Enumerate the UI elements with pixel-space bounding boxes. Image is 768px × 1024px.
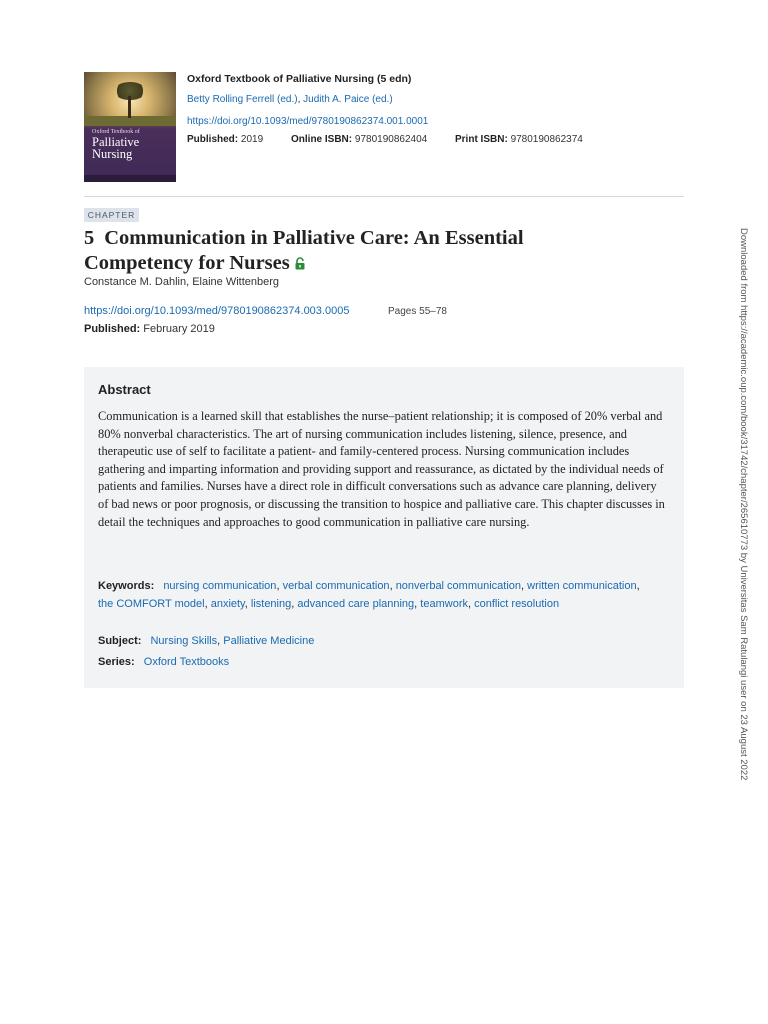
chapter-number: 5 xyxy=(84,227,95,249)
keyword-link[interactable]: listening xyxy=(250,598,292,610)
keywords-row: Keywords: nursing communication, verbal communication, nonverbal communication, written communication, the COMFORT model, anxiety, listening, advanced care planning, teamwork, conflict resolution xyxy=(98,580,640,610)
keyword-link[interactable]: the COMFORT model xyxy=(98,598,205,610)
book-doi-link[interactable]: https://doi.org/10.1093/med/9780190862374.001.0001 xyxy=(187,116,429,127)
print-isbn-label: Print ISBN: xyxy=(455,134,508,145)
keyword-link[interactable]: advanced care planning xyxy=(297,598,415,610)
online-isbn-value: 9780190862404 xyxy=(354,134,428,145)
subject-row: Subject: Nursing Skills, Palliative Medicine xyxy=(98,635,315,647)
book-cover-image[interactable] xyxy=(84,72,176,182)
subject-label: Subject: xyxy=(98,635,142,647)
editor-separator: , xyxy=(297,94,301,105)
download-side-note: Downloaded from https://academic.oup.com/book/31742/chapter/265610773 by Universitas Sam Ratulangi user on 23 August 2022 xyxy=(738,228,749,781)
book-editors xyxy=(187,93,393,106)
keyword-link[interactable]: anxiety xyxy=(210,598,245,610)
cover-small-title: Oxford Textbook of xyxy=(92,129,140,135)
keyword-link[interactable]: verbal communication xyxy=(282,580,390,592)
header-divider xyxy=(84,196,684,197)
book-title[interactable]: Oxford Textbook of Palliative Nursing (5 edn) xyxy=(187,73,412,85)
keywords-label: Keywords: xyxy=(98,580,155,592)
cover-title-line2: Nursing xyxy=(92,147,133,161)
keyword-link[interactable]: written communication xyxy=(527,580,637,592)
series-label: Series: xyxy=(98,656,135,668)
chapter-published-label: Published: xyxy=(84,323,141,335)
online-isbn xyxy=(291,133,427,146)
keyword-link[interactable]: nursing communication xyxy=(163,580,277,592)
chapter-pages: Pages 55–78 xyxy=(388,306,447,317)
keyword-link[interactable]: teamwork xyxy=(420,598,468,610)
subject-link-nursing-skills[interactable]: Nursing Skills xyxy=(150,635,218,647)
book-header xyxy=(84,72,684,184)
cover-big-title xyxy=(92,136,139,160)
print-isbn xyxy=(455,133,583,146)
series-link[interactable]: Oxford Textbooks xyxy=(143,656,230,668)
keyword-link[interactable]: nonverbal communication xyxy=(395,580,522,592)
editor-link-paice[interactable]: Judith A. Paice (ed.) xyxy=(303,94,393,105)
subject-link-palliative-medicine[interactable]: Palliative Medicine xyxy=(223,635,315,647)
book-published-label: Published: xyxy=(187,134,239,145)
keyword-link[interactable]: conflict resolution xyxy=(474,598,560,610)
chapter-doi-link[interactable]: https://doi.org/10.1093/med/9780190862374.003.0005 xyxy=(84,305,350,317)
chapter-title-text: Communication in Palliative Care: An Essential Competency for Nurses xyxy=(84,227,524,274)
tree-trunk xyxy=(128,96,131,118)
cover-bottom-bar xyxy=(84,175,176,182)
chapter-published xyxy=(84,323,215,335)
series-row xyxy=(98,656,229,668)
chapter-title xyxy=(84,226,604,276)
editor-link-ferrell[interactable]: Betty Rolling Ferrell (ed.) xyxy=(187,94,298,105)
book-published xyxy=(187,133,263,146)
abstract-text: Communication is a learned skill that establishes the nurse–patient relationship; it is composed of 20% verbal and 80% nonverbal characteristics. The art of nursing communication includes listening, silence, presence, and therapeutic use of self to facilitate a patient- and family-centered process. Nursing communication includes gathering and imparting information and providing support and reassurance, as dictated by the individual needs of patients and families. Nurses have a direct role in difficult conversations such as advance care planning, delivery of bad news or poor prognosis, or discussing the transition to hospice and palliative care. This chapter discusses in detail the techniques and approaches to good communication in palliative care nursing. xyxy=(98,409,665,529)
abstract-panel xyxy=(84,367,684,688)
open-access-lock-icon xyxy=(294,257,306,270)
book-published-value: 2019 xyxy=(240,134,264,145)
online-isbn-label: Online ISBN: xyxy=(291,134,353,145)
chapter-published-value: February 2019 xyxy=(143,323,215,335)
chapter-authors: Constance M. Dahlin, Elaine Wittenberg xyxy=(84,276,280,288)
chapter-badge: CHAPTER xyxy=(84,208,139,222)
abstract-heading: Abstract xyxy=(98,382,151,397)
cover-title-line1: Palliative xyxy=(92,135,140,149)
print-isbn-value: 9780190862374 xyxy=(510,134,583,145)
